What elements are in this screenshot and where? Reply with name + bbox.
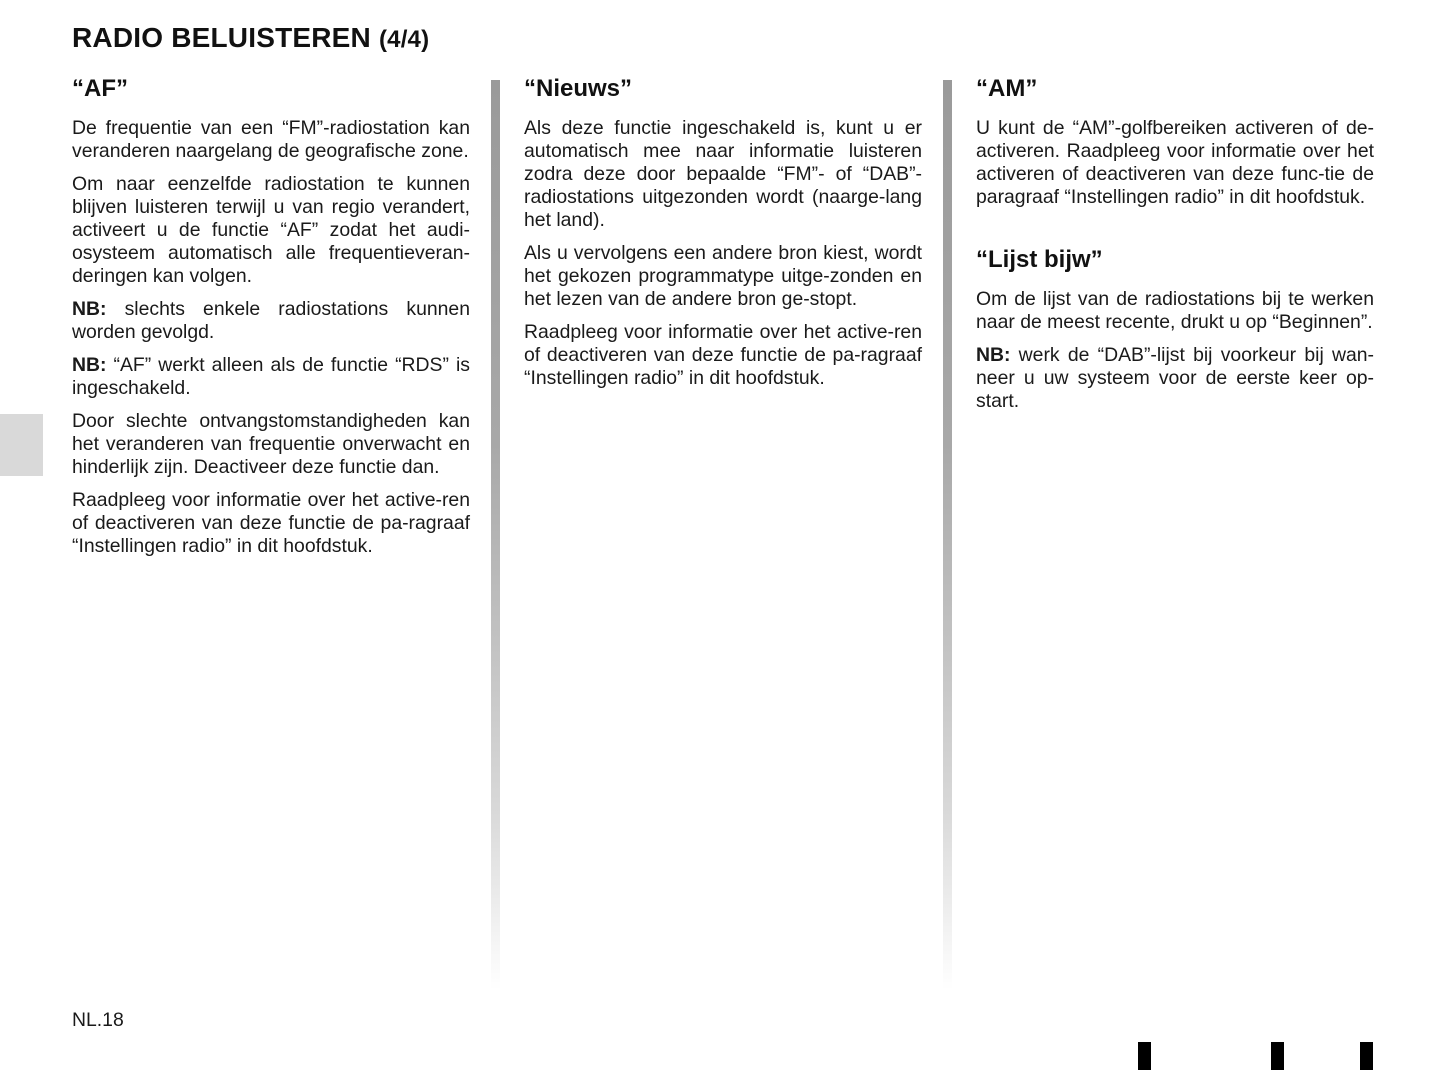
paragraph: [72, 117, 470, 163]
paragraph: [524, 321, 922, 390]
column-af: [72, 72, 470, 568]
paragraph-text: Raadpleeg voor informatie over het active-ren of deactiveren van deze functie de pa-ragraaf “Instellingen radio” in dit hoofdstuk.: [524, 321, 922, 389]
paragraph: [976, 288, 1374, 334]
paragraph: [72, 173, 470, 288]
page-title: [72, 22, 429, 54]
note-paragraph: [72, 354, 470, 400]
column-nieuws: [524, 72, 922, 400]
section-heading-af: “AF”: [72, 75, 128, 102]
note-label: NB:: [72, 298, 107, 320]
paragraph: [524, 242, 922, 311]
note-label: NB:: [72, 354, 107, 376]
page-number: NL.18: [72, 1009, 124, 1031]
paragraph-text: Door slechte ontvangstomstandigheden kan het veranderen van frequentie onverwacht en hinderlijk zijn. Deactiveer deze functie dan.: [72, 410, 470, 478]
section-heading-nieuws: “Nieuws”: [524, 75, 633, 102]
page-title-suffix: (4/4): [378, 26, 430, 53]
section-heading-lijst-bijw: “Lijst bijw”: [976, 246, 1103, 273]
page-title-main: RADIO BELUISTEREN: [72, 22, 379, 53]
note-label: NB:: [976, 344, 1011, 366]
paragraph-text: Als u vervolgens een andere bron kiest, wordt het gekozen programmatype uitge-zonden en het lezen van de andere bron ge-stopt.: [524, 242, 922, 310]
paragraph: [72, 410, 470, 479]
paragraph-text: werk de “DAB”-lijst bij voorkeur bij wan-neer u uw systeem voor de eerste keer op-start.: [976, 344, 1374, 412]
paragraph-text: Raadpleeg voor informatie over het active-ren of deactiveren van deze functie de pa-ragraaf “Instellingen radio” in dit hoofdstuk.: [72, 489, 470, 557]
note-paragraph: [72, 298, 470, 344]
print-marker: [1360, 1042, 1373, 1070]
paragraph-text: U kunt de “AM”-golfbereiken activeren of de-activeren. Raadpleeg voor informatie over het activeren of deactiveren van deze func-tie de paragraaf “Instellingen radio” in dit hoofdstuk.: [976, 117, 1374, 208]
column-divider: [491, 80, 500, 990]
section-heading-am: “AM”: [976, 75, 1038, 102]
note-paragraph: [976, 344, 1374, 413]
paragraph-text: De frequentie van een “FM”-radiostation kan veranderen naargelang de geografische zone.: [72, 117, 470, 162]
print-marker: [1138, 1042, 1151, 1070]
paragraph-text: Om naar eenzelfde radiostation te kunnen blijven luisteren terwijl u van regio verandert, activeert u de functie “AF” zodat het audi-osysteem automatisch alle frequentieveran-deringen kan volgen.: [72, 173, 470, 287]
paragraph-text: Als deze functie ingeschakeld is, kunt u er automatisch mee naar informatie luisteren zodra deze door bepaalde “FM”- of “DAB”-radiostations uitgezonden wordt (naarge-lang het land).: [524, 117, 922, 231]
paragraph-text: Om de lijst van de radiostations bij te werken naar de meest recente, drukt u op “Beginnen”.: [976, 288, 1374, 333]
paragraph: [72, 489, 470, 558]
column-am: [976, 72, 1374, 423]
paragraph: [524, 117, 922, 232]
paragraph-text: slechts enkele radiostations kunnen worden gevolgd.: [72, 298, 470, 343]
column-divider: [943, 80, 952, 990]
paragraph-text: “AF” werkt alleen als de functie “RDS” is ingeschakeld.: [72, 354, 470, 399]
print-marker: [1271, 1042, 1284, 1070]
chapter-tab: [0, 414, 43, 476]
paragraph: [976, 117, 1374, 209]
